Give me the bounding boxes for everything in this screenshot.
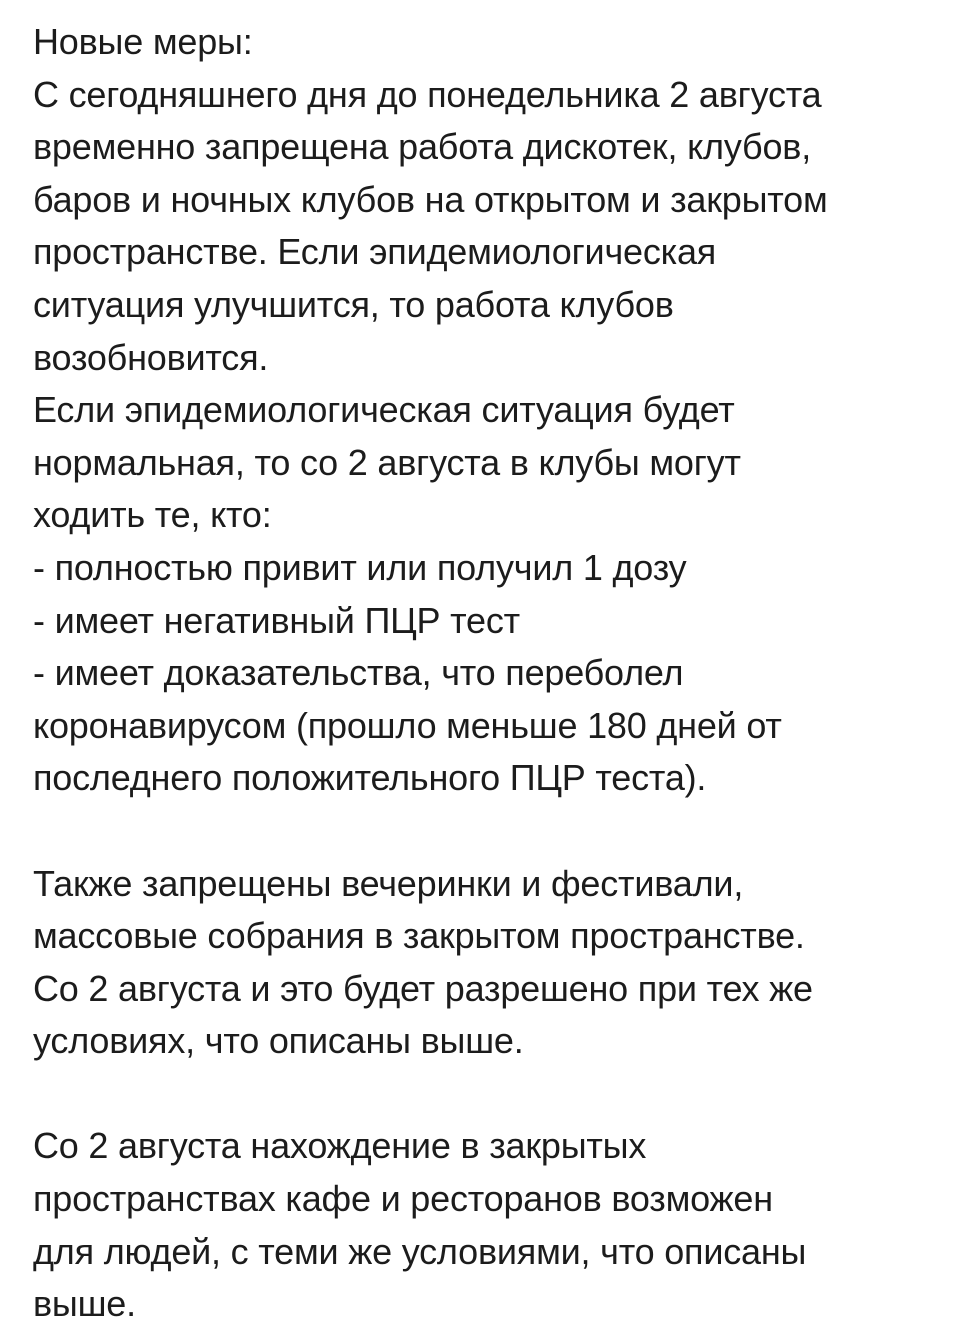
message-line: С сегодняшнего дня до понедельника 2 августа: [33, 73, 822, 115]
list-item: - имеет доказательства, что переболел: [33, 652, 684, 694]
message-line: ситуация улучшится, то работа клубов: [33, 283, 674, 325]
message-line: баров и ночных клубов на открытом и закрытом: [33, 178, 828, 220]
paragraph-spacer: [33, 805, 948, 858]
list-item: - полностью привит или получил 1 дозу: [33, 546, 687, 588]
message-line: Со 2 августа нахождение в закрытых: [33, 1125, 647, 1167]
message-heading: Новые меры:: [33, 21, 253, 62]
message-line: Также запрещены вечеринки и фестивали,: [33, 862, 744, 904]
message-line: условиях, что описаны выше.: [33, 1020, 524, 1062]
paragraph-spacer: [33, 1068, 948, 1121]
list-item: - имеет негативный ПЦР тест: [33, 599, 520, 641]
list-item-continuation: коронавирусом (прошло меньше 180 дней от: [33, 704, 782, 746]
message-line: пространствах кафе и ресторанов возможен: [33, 1178, 773, 1220]
message-line: возобновится.: [33, 336, 269, 378]
message-line: Со 2 августа и это будет разрешено при тех же: [33, 967, 813, 1009]
message-line: нормальная, то со 2 августа в клубы могут: [33, 441, 741, 483]
message-line: ходить те, кто:: [33, 494, 272, 536]
message-line: для людей, с теми же условиями, что описаны: [33, 1230, 807, 1272]
message-line: Если эпидемиологическая ситуация будет: [33, 389, 735, 431]
message-line: массовые собрания в закрытом пространстве.: [33, 915, 805, 957]
message-line: пространстве. Если эпидемиологическая: [33, 231, 717, 273]
list-item-continuation: последнего положительного ПЦР теста).: [33, 757, 707, 799]
message-line: временно запрещена работа дискотек, клубов,: [33, 126, 812, 168]
message-line: выше.: [33, 1283, 136, 1325]
